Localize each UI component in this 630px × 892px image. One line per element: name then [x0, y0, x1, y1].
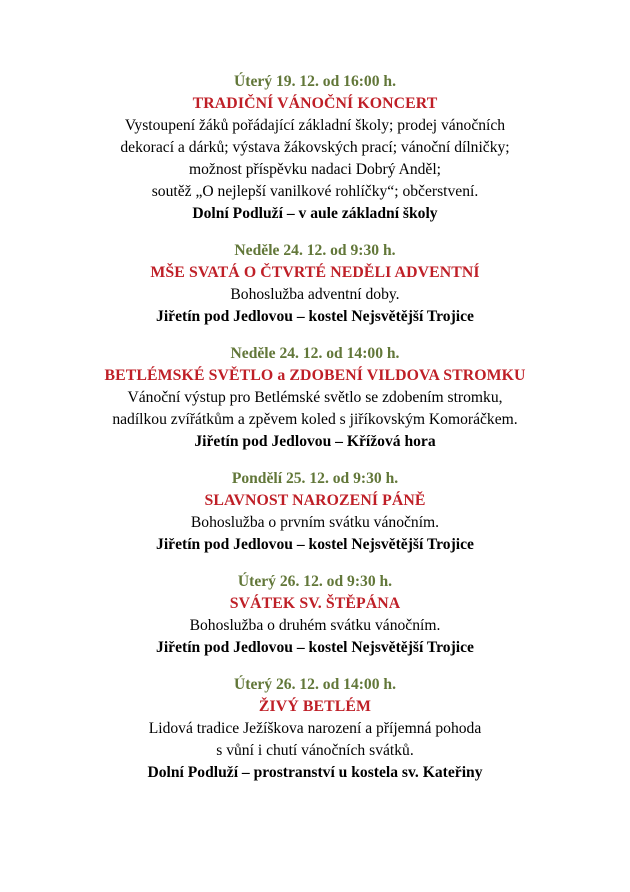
event-description-line: Bohoslužba o prvním svátku vánočním.	[190, 514, 440, 531]
event-description-line: Lidová tradice Ježíškova narození a příjemná pohoda	[148, 720, 482, 737]
event-place: Jiřetín pod Jedlovou – kostel Nejsvětější Trojice	[156, 639, 474, 656]
event-5	[0, 571, 630, 659]
event-description-line: možnost příspěvku nadaci Dobrý Anděl;	[188, 161, 442, 178]
event-title: SLAVNOST NAROZENÍ PÁNĚ	[204, 492, 426, 509]
event-description-line: dekorací a dárků; výstava žákovských prací; vánoční dílničky;	[120, 139, 510, 156]
event-title: BETLÉMSKÉ SVĚTLO a ZDOBENÍ VILDOVA STROMKU	[104, 367, 526, 384]
event-4	[0, 468, 630, 556]
event-description-line: s vůní i chutí vánočních svátků.	[216, 742, 414, 759]
event-place: Dolní Podluží – prostranství u kostela sv. Kateřiny	[147, 764, 483, 781]
event-title: MŠE SVATÁ O ČTVRTÉ NEDĚLI ADVENTNÍ	[150, 264, 480, 281]
event-date: Neděle 24. 12. od 14:00 h.	[230, 345, 400, 362]
event-2	[0, 240, 630, 328]
event-description-line: Bohoslužba adventní doby.	[230, 286, 400, 303]
event-description-line: soutěž „O nejlepší vanilkové rohlíčky“; občerstvení.	[151, 183, 479, 200]
event-date: Neděle 24. 12. od 9:30 h.	[234, 242, 396, 259]
event-date: Úterý 26. 12. od 9:30 h.	[237, 573, 393, 590]
event-6	[0, 674, 630, 784]
event-title: ŽIVÝ BETLÉM	[258, 698, 372, 715]
event-place: Jiřetín pod Jedlovou – kostel Nejsvětější Trojice	[156, 308, 474, 325]
event-title: SVÁTEK SV. ŠTĚPÁNA	[229, 595, 401, 612]
event-description-line: nadílkou zvířátkům a zpěvem koled s jiříkovským Komoráčkem.	[112, 411, 518, 428]
event-place: Dolní Podluží – v aule základní školy	[192, 205, 438, 222]
event-1	[0, 71, 630, 225]
event-place: Jiřetín pod Jedlovou – Křížová hora	[194, 433, 436, 450]
event-title: TRADIČNÍ VÁNOČNÍ KONCERT	[192, 95, 438, 112]
event-date: Úterý 26. 12. od 14:00 h.	[234, 676, 396, 693]
event-description-line: Bohoslužba o druhém svátku vánočním.	[189, 617, 441, 634]
event-description-line: Vánoční výstup pro Betlémské světlo se zdobením stromku,	[127, 389, 503, 406]
event-place: Jiřetín pod Jedlovou – kostel Nejsvětější Trojice	[156, 536, 474, 553]
event-description-line: Vystoupení žáků pořádající základní školy; prodej vánočních	[124, 117, 506, 134]
event-date: Pondělí 25. 12. od 9:30 h.	[231, 470, 399, 487]
event-3	[0, 343, 630, 453]
event-date: Úterý 19. 12. od 16:00 h.	[234, 73, 396, 90]
